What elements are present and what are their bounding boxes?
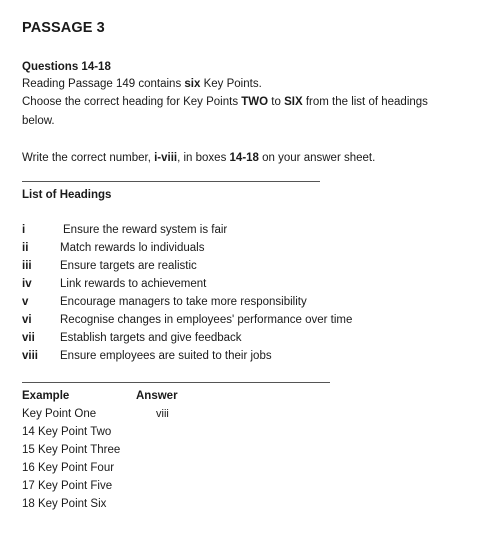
instruction-text: Write the correct number, xyxy=(22,152,155,164)
heading-number: ii xyxy=(22,242,29,254)
heading-text: Ensure targets are realistic xyxy=(60,260,197,272)
instruction-line-2 xyxy=(22,96,428,108)
heading-text: Encourage managers to take more responsibility xyxy=(60,296,307,308)
example-answer: viii xyxy=(156,408,169,420)
heading-number: vii xyxy=(22,332,35,344)
key-point-item: 15 Key Point Three xyxy=(22,444,121,456)
instruction-text: from the list of headings xyxy=(302,96,428,108)
instruction-emphasis: TWO xyxy=(241,96,269,108)
instruction-text: Reading Passage 149 contains xyxy=(22,78,185,90)
heading-number: v xyxy=(22,296,29,308)
heading-number: vi xyxy=(22,314,32,326)
key-point-item: 18 Key Point Six xyxy=(22,498,107,510)
key-point-item: 17 Key Point Five xyxy=(22,480,113,492)
instruction-text: Choose the correct heading for Key Points xyxy=(22,96,242,108)
heading-text: Ensure the reward system is fair xyxy=(63,224,228,236)
instruction-emphasis: i-viii xyxy=(154,152,178,164)
instruction-line-4 xyxy=(22,152,375,164)
heading-number: iv xyxy=(22,278,32,290)
heading-number: i xyxy=(22,224,26,236)
instruction-emphasis: six xyxy=(184,78,201,90)
instruction-text: on your answer sheet. xyxy=(258,152,376,164)
heading-number: iii xyxy=(22,260,32,272)
answer-label: Answer xyxy=(136,390,178,402)
example-item: Key Point One xyxy=(22,408,97,420)
instruction-text: to xyxy=(268,96,285,108)
instruction-emphasis: SIX xyxy=(284,96,303,108)
questions-header: Questions 14-18 xyxy=(22,61,111,73)
instruction-text: , in boxes xyxy=(177,152,230,164)
heading-text: Link rewards to achievement xyxy=(60,278,207,290)
divider xyxy=(22,181,320,182)
passage-title: PASSAGE 3 xyxy=(22,20,105,36)
example-label: Example xyxy=(22,390,70,402)
heading-text: Match rewards lo individuals xyxy=(60,242,205,254)
instruction-line-3: below. xyxy=(22,115,55,127)
heading-text: Recognise changes in employees' performance over time xyxy=(60,314,353,326)
divider xyxy=(22,382,330,383)
key-point-item: 16 Key Point Four xyxy=(22,462,115,474)
instruction-line-1 xyxy=(22,78,262,90)
list-of-headings-label: List of Headings xyxy=(22,189,112,201)
key-point-item: 14 Key Point Two xyxy=(22,426,112,438)
heading-text: Establish targets and give feedback xyxy=(60,332,242,344)
instruction-text: Key Points. xyxy=(200,78,262,90)
heading-text: Ensure employees are suited to their jobs xyxy=(60,350,272,362)
instruction-emphasis: 14-18 xyxy=(229,152,259,164)
heading-number: viii xyxy=(22,350,38,362)
